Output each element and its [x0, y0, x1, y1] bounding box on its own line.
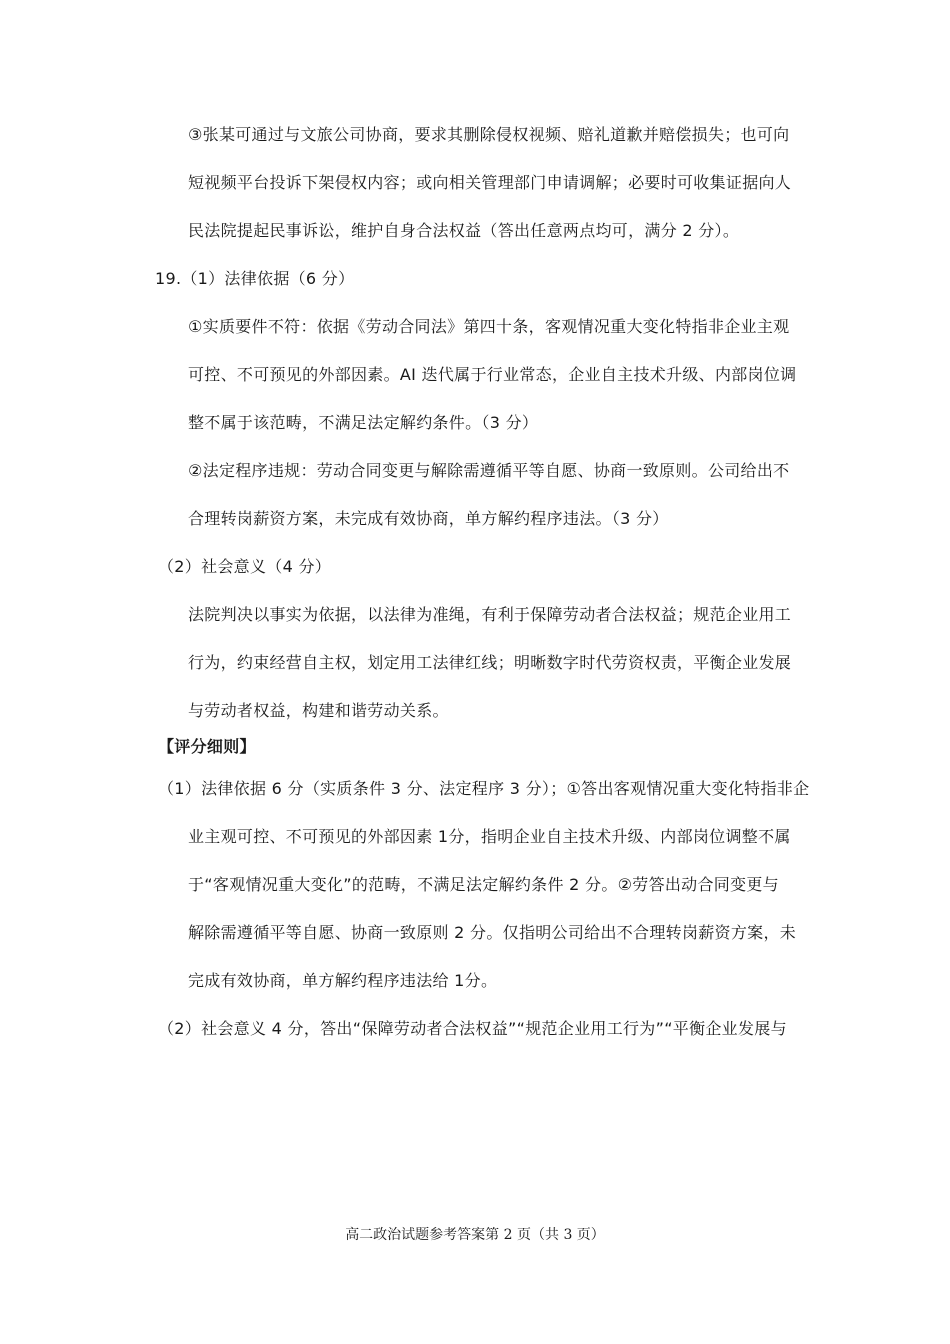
q18-answer-3-line-3: 民法院提起民事诉讼，维护自身合法权益（答出任意两点均可，满分 2 分）。: [188, 221, 740, 240]
q18-answer-3-line-2: 短视频平台投诉下架侵权内容；或向相关管理部门申请调解；必要时可收集证据向人: [188, 173, 792, 192]
q19-significance-line-2: 行为，约束经营自主权，划定用工法律红线；明晰数字时代劳资权责，平衡企业发展: [188, 653, 792, 672]
scoring-rule-1-line-5: 完成有效协商，单方解约程序违法给 1分。: [188, 971, 498, 990]
q19-point-1-line-1: ①实质要件不符：依据《劳动合同法》第四十条，客观情况重大变化特指非企业主观: [188, 317, 790, 336]
q19-point-1-line-3: 整不属于该范畴，不满足法定解约条件。（3 分）: [188, 413, 539, 432]
q19-significance-line-3: 与劳动者权益，构建和谐劳动关系。: [188, 701, 449, 720]
scoring-rule-1-line-3: 于“客观情况重大变化”的范畴，不满足法定解约条件 2 分。②劳答出动合同变更与: [188, 875, 779, 894]
q19-heading-social-significance: （2）社会意义（4 分）: [158, 557, 332, 576]
q19-significance-line-1: 法院判决以事实为依据，以法律为准绳，有利于保障劳动者合法权益；规范企业用工: [188, 605, 792, 624]
q18-answer-3-line-1: ③张某可通过与文旅公司协商，要求其删除侵权视频、赔礼道歉并赔偿损失；也可向: [188, 125, 790, 144]
scoring-rule-2-line-1: （2）社会意义 4 分，答出“保障劳动者合法权益”“规范企业用工行为”“平衡企业发展与: [158, 1019, 787, 1038]
q19-point-2-line-1: ②法定程序违规：劳动合同变更与解除需遵循平等自愿、协商一致原则。公司给出不: [188, 461, 790, 480]
q19-point-1-line-2: 可控、不可预见的外部因素。AI 迭代属于行业常态，企业自主技术升级、内部岗位调: [188, 365, 797, 384]
scoring-rule-1-line-1: （1）法律依据 6 分（实质条件 3 分、法定程序 3 分）；①答出客观情况重大变化特指非企: [158, 779, 810, 798]
page-footer: 高二政治试题参考答案第 2 页（共 3 页）: [345, 1227, 605, 1243]
q19-point-2-line-2: 合理转岗薪资方案，未完成有效协商，单方解约程序违法。（3 分）: [188, 509, 669, 528]
scoring-rule-1-line-2: 业主观可控、不可预见的外部因素 1分，指明企业自主技术升级、内部岗位调整不属: [188, 827, 791, 846]
q19-heading-legal-basis: 19.（1）法律依据（6 分）: [155, 269, 355, 288]
scoring-rule-1-line-4: 解除需遵循平等自愿、协商一致原则 2 分。仅指明公司给出不合理转岗薪资方案，未: [188, 923, 797, 942]
scoring-rules-title: 【评分细则】: [158, 737, 256, 756]
